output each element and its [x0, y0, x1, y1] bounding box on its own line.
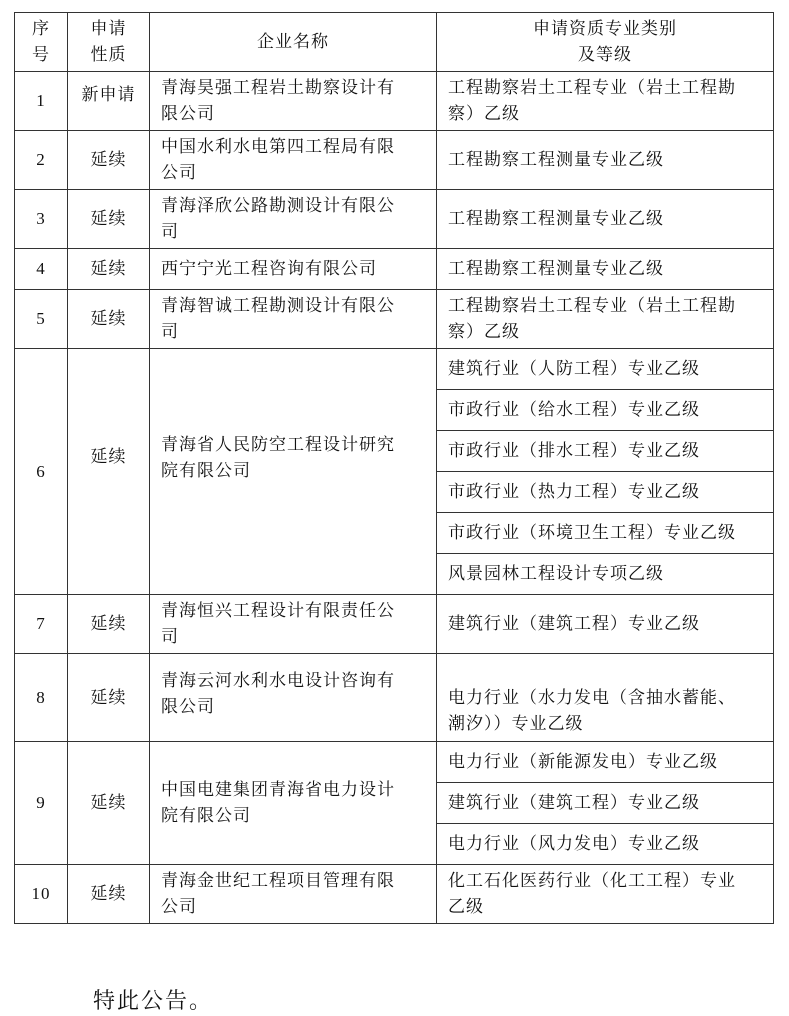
- table-row: [15, 595, 774, 654]
- table-row: [15, 349, 774, 390]
- table-row: [15, 654, 774, 742]
- company-line: 公司: [161, 163, 197, 183]
- company-line: 青海金世纪工程项目管理有限: [161, 871, 395, 891]
- company-line: 院有限公司: [161, 460, 251, 481]
- company-line: 司: [161, 627, 179, 647]
- header-nature: [68, 13, 150, 72]
- company-line: 限公司: [161, 697, 215, 717]
- qualification-cell: 市政行业（环境卫生工程）专业乙级: [437, 513, 774, 554]
- nature-cell: 延续: [68, 131, 150, 190]
- company-cell: [150, 865, 437, 924]
- nature-cell: [68, 349, 150, 595]
- qualification-cell: 风景园林工程设计专项乙级: [437, 554, 774, 595]
- table-row: [15, 742, 774, 783]
- company-line: 司: [161, 222, 179, 242]
- qualification-line: 电力行业（水力发电（含抽水蓄能、: [448, 688, 736, 708]
- qualification-cell: 建筑行业（人防工程）专业乙级: [437, 349, 774, 390]
- header-seq-line-2: 号: [32, 45, 50, 65]
- company-line: 青海智诚工程勘测设计有限公: [161, 296, 395, 316]
- seq-cell: 1: [15, 72, 68, 131]
- qualification-table: [14, 12, 774, 924]
- seq-cell: 9: [15, 742, 68, 865]
- qualification-cell: 工程勘察工程测量专业乙级: [437, 131, 774, 190]
- qualification-cell: 建筑行业（建筑工程）专业乙级: [437, 595, 774, 654]
- seq-cell: 2: [15, 131, 68, 190]
- seq-cell: 10: [15, 865, 68, 924]
- company-line: 司: [161, 322, 179, 342]
- header-qualification: [437, 13, 774, 72]
- qualification-cell: 工程勘察工程测量专业乙级: [437, 249, 774, 290]
- nature-cell: 延续: [68, 742, 150, 865]
- company-line: 公司: [161, 897, 197, 917]
- table-row: [15, 290, 774, 349]
- table-header-row: [15, 13, 774, 72]
- qualification-line: 化工石化医药行业（化工工程）专业: [448, 871, 736, 891]
- seq-cell: 5: [15, 290, 68, 349]
- company-cell: [150, 742, 437, 865]
- qualification-cell: 电力行业（风力发电）专业乙级: [437, 824, 774, 865]
- seq-cell: 8: [15, 654, 68, 742]
- company-line: 限公司: [161, 104, 215, 124]
- qualification-cell: 市政行业（给水工程）专业乙级: [437, 390, 774, 431]
- qualification-cell: [437, 290, 774, 349]
- table-row: [15, 249, 774, 290]
- nature-cell: 延续: [68, 865, 150, 924]
- company-line: 青海云河水利水电设计咨询有: [161, 671, 395, 691]
- company-line: 院有限公司: [161, 806, 251, 826]
- qualification-cell: 建筑行业（建筑工程）专业乙级: [437, 783, 774, 824]
- header-qualification-line-2: 及等级: [578, 45, 632, 65]
- company-line: 青海昊强工程岩土勘察设计有: [161, 78, 395, 98]
- qualification-line: 潮汐））专业乙级: [448, 714, 584, 734]
- company-line: 青海省人民防空工程设计研究: [161, 434, 395, 455]
- closing-statement: 特此公告。: [93, 989, 214, 1014]
- seq-cell: 7: [15, 595, 68, 654]
- nature-text: 延续: [90, 446, 127, 467]
- seq-cell: 4: [15, 249, 68, 290]
- company-line: 青海恒兴工程设计有限责任公: [161, 601, 395, 621]
- company-line: 中国电建集团青海省电力设计: [161, 780, 395, 800]
- nature-cell: 延续: [68, 654, 150, 742]
- header-seq-line-1: 序: [32, 19, 50, 39]
- table-row: [15, 190, 774, 249]
- qualification-cell: 市政行业（排水工程）专业乙级: [437, 431, 774, 472]
- company-cell: [150, 654, 437, 742]
- company-cell: [150, 290, 437, 349]
- nature-cell: 延续: [68, 190, 150, 249]
- qualification-cell: 电力行业（新能源发电）专业乙级: [437, 742, 774, 783]
- qualification-line: 乙级: [448, 897, 484, 917]
- qualification-line: 察）乙级: [448, 104, 520, 124]
- nature-cell: 延续: [68, 290, 150, 349]
- table-row: [15, 131, 774, 190]
- qualification-line: 工程勘察岩土工程专业（岩土工程勘: [448, 78, 736, 98]
- nature-cell: 新申请: [68, 72, 150, 131]
- qualification-cell: [437, 865, 774, 924]
- company-line: 青海泽欣公路勘测设计有限公: [161, 196, 395, 216]
- company-line: 中国水利水电第四工程局有限: [161, 137, 395, 157]
- header-nature-line-2: 性质: [90, 45, 127, 65]
- qualification-line: 察）乙级: [448, 322, 520, 342]
- company-cell: [150, 190, 437, 249]
- seq-cell: 6: [15, 349, 68, 595]
- qualification-cell: [437, 72, 774, 131]
- qualification-cell: 工程勘察工程测量专业乙级: [437, 190, 774, 249]
- company-cell: [150, 349, 437, 595]
- nature-cell: 延续: [68, 595, 150, 654]
- nature-cell: 延续: [68, 249, 150, 290]
- seq-cell: 3: [15, 190, 68, 249]
- header-company: 企业名称: [150, 13, 437, 72]
- company-cell: [150, 595, 437, 654]
- header-seq: [15, 13, 68, 72]
- header-qualification-line-1: 申请资质专业类别: [533, 19, 677, 39]
- qualification-cell: 市政行业（热力工程）专业乙级: [437, 472, 774, 513]
- table-row: [15, 72, 774, 131]
- company-cell: 西宁宁光工程咨询有限公司: [150, 249, 437, 290]
- table-row: [15, 865, 774, 924]
- header-nature-line-1: 申请: [90, 19, 127, 39]
- company-cell: [150, 72, 437, 131]
- qualification-cell: [437, 654, 774, 742]
- company-cell: [150, 131, 437, 190]
- qualification-line: 工程勘察岩土工程专业（岩土工程勘: [448, 296, 736, 316]
